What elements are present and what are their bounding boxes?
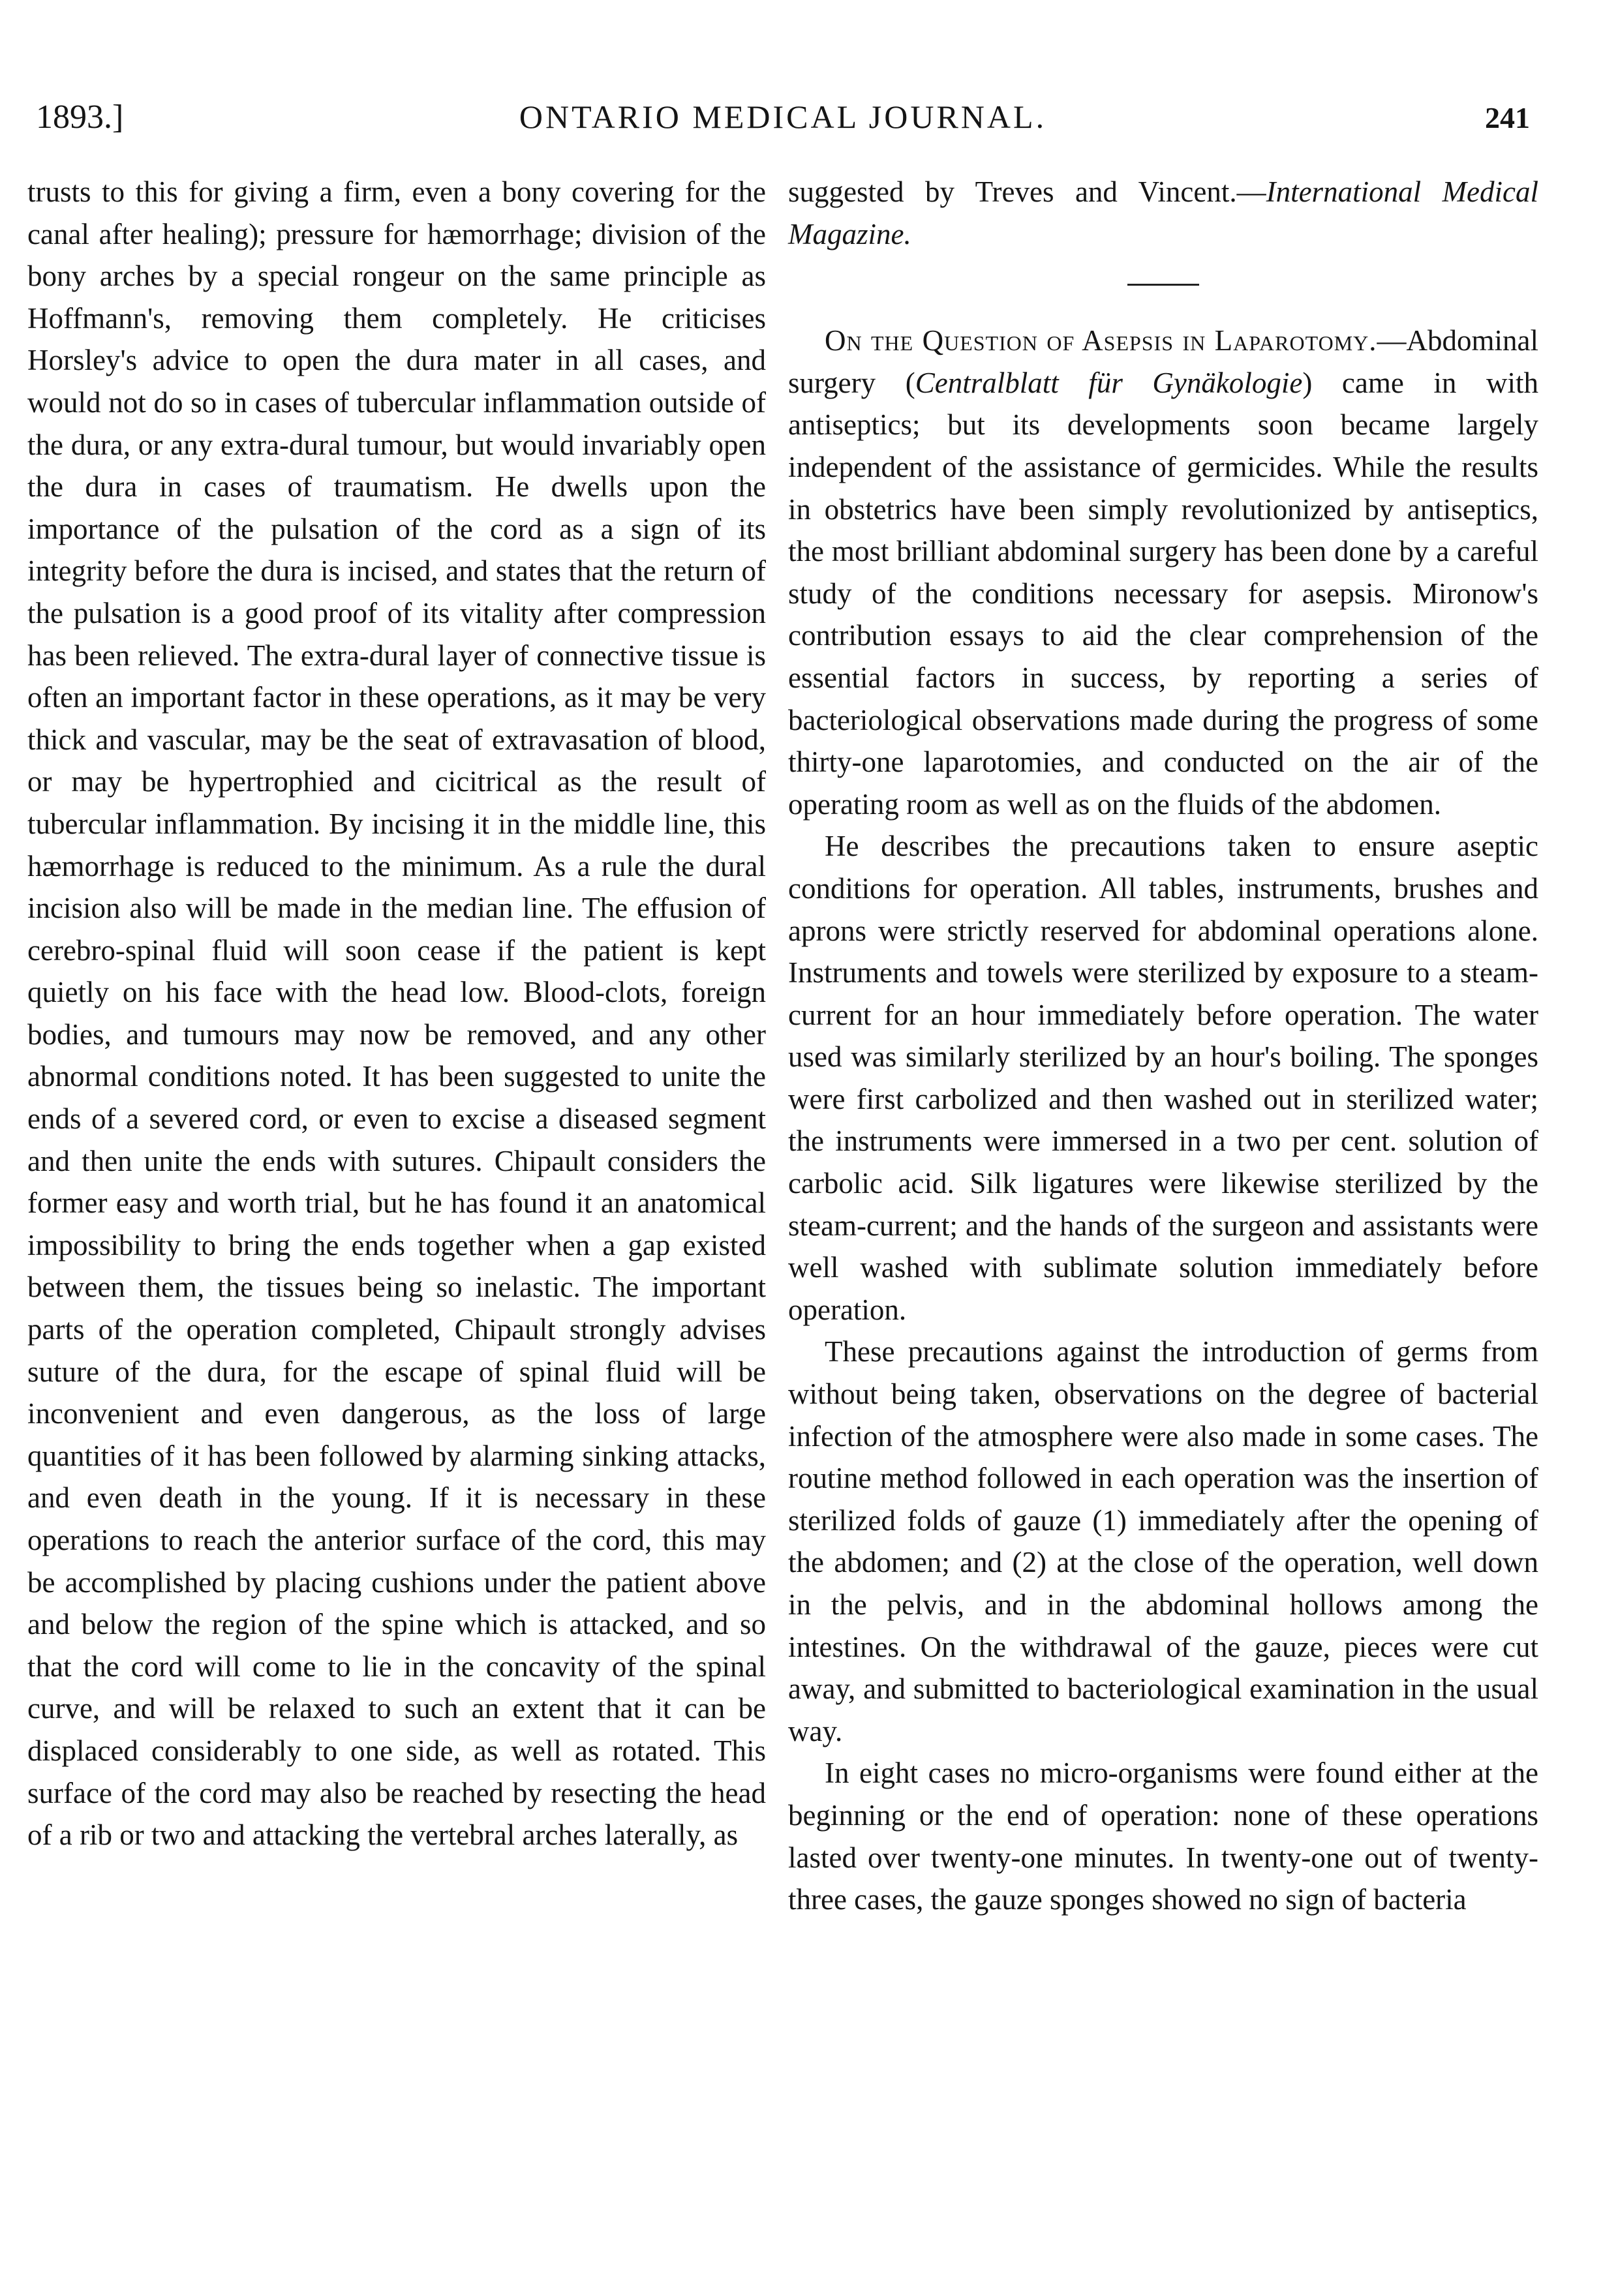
section-paragraph-2: He describes the precautions taken to ensure aseptic conditions for operation. All tables, instruments, brushes and aprons were strictly reserved for abdominal operations alone. Instruments and towels were sterilized by exposure to a steam-current for an hour immediately before operation. The water used was similarly sterilized by an hour's boiling. The sponges were first carbolized and then washed out in sterilized water; the instruments were immersed in a two per cent. solution of carbolic acid. Silk ligatures were likewise sterilized by the steam-current; and the hands of the surgeon and assistants were well washed with sublimate solution immediately before operation. xyxy=(788,830,1538,1326)
para-1-rest: ) came in with antiseptics; but its developments soon became largely independent of the assistance of germicides. While the results in obstetrics have been simply revolutionized by antiseptics, the most brilliant abdominal surgery has been done by a careful study of the conditions necessary for asepsis. Mironow's contribution essays to aid the clear comprehension of the essential factors in success, by reporting a series of bacteriological observations made during the progress of some thirty-one laparotomies, and conducted on the air of the operating room as well as on the fluids of the abdomen. xyxy=(788,366,1538,821)
continuation-paragraph xyxy=(788,171,1538,255)
section-heading: On the Question of Asepsis in Laparotomy. xyxy=(825,324,1377,357)
page-header xyxy=(36,98,1530,150)
left-paragraph-1: trusts to this for giving a firm, even a bony covering for the canal after healing); pressure for hæmorrhage; division of the bony arches by a special rongeur on the same principle as Hoffmann's, removing them completely. He criticises Horsley's advice to open the dura mater in all cases, and would not do so in cases of tubercular inflammation outside of the dura, or any extra-dural tumour, but would invariably open the dura in cases of traumatism. He dwells upon the importance of the pulsation of the cord as a sign of its integrity before the dura is incised, and states that the return of the pulsation is a good proof of its vitality after compression has been relieved. The extra-dural layer of connective tissue is often an important factor in these operations, as it may be very thick and vascular, may be the seat of extravasation of blood, or may be hypertrophied and cicitrical as the result of tubercular inflammation. By incising it in the middle line, this hæmorrhage is reduced to the minimum. As a rule the dural incision also will be made in the median line. The effusion of cerebro-spinal fluid will soon cease if the patient is kept quietly on his face with the head low. Blood-clots, foreign bodies, and tumours may now be removed, and any other abnormal conditions noted. It has been suggested to unite the ends of a severed cord, or even to excise a diseased segment and then unite the ends with sutures. Chipault considers the former easy and worth trial, but he has found it an anatomical impossibility to bring the ends together when a gap existed between them, the tissues being so inelastic. The important parts of the operation completed, Chipault strongly advises suture of the dura, for the escape of spinal fluid will be inconvenient and even dangerous, as the loss of large quantities of it has been followed by alarming sinking attacks, and even death in the young. If it is necessary in these operations to reach the anterior surface of the cord, this may be accomplished by placing cushions under the patient above and below the region of the spine which is attacked, and so that the cord will come to lie in the concavity of the spinal curve, and will be relaxed to such an extent that it can be displaced considerably to one side, as well as rotated. This surface of the cord may also be reached by resecting the head of a rib or two and attacking the vertebral arches laterally, as xyxy=(27,175,766,1852)
para-1-lead: —Abdominal surgery ( xyxy=(788,324,1538,399)
section-paragraph-3: These precautions against the introduction of germs from without being taken, observations on the degree of bacterial infection of the atmosphere were also made in some cases. The routine method followed in each operation was the insertion of sterilized folds of gauze (1) immediately after the opening of the abdomen; and (2) at the close of the operation, well down in the pelvis, and in the abdominal hollows among the intestines. On the withdrawal of the gauze, pieces were cut away, and submitted to bacteriological examination in the usual way. xyxy=(788,1335,1538,1747)
para-1-source: Centralblatt für Gynäkologie xyxy=(915,366,1303,399)
page-number: 241 xyxy=(1485,101,1530,134)
section-paragraph-1 xyxy=(788,320,1538,825)
section-divider xyxy=(1127,284,1199,286)
left-column xyxy=(27,171,766,1856)
header-year: 1893.] xyxy=(36,98,124,136)
journal-title: ONTARIO MEDICAL JOURNAL. xyxy=(519,98,1047,135)
right-column xyxy=(788,171,1538,1921)
continuation-source: International Medical Magazine. xyxy=(788,175,1538,250)
continuation-text: suggested by Treves and Vincent.— xyxy=(788,175,1266,208)
section-paragraph-4: In eight cases no micro-organisms were found either at the beginning or the end of operation: none of these operations lasted over twenty-one minutes. In twenty-one out of twenty-three cases, the gauze sponges showed no sign of bacteria xyxy=(788,1757,1538,1916)
